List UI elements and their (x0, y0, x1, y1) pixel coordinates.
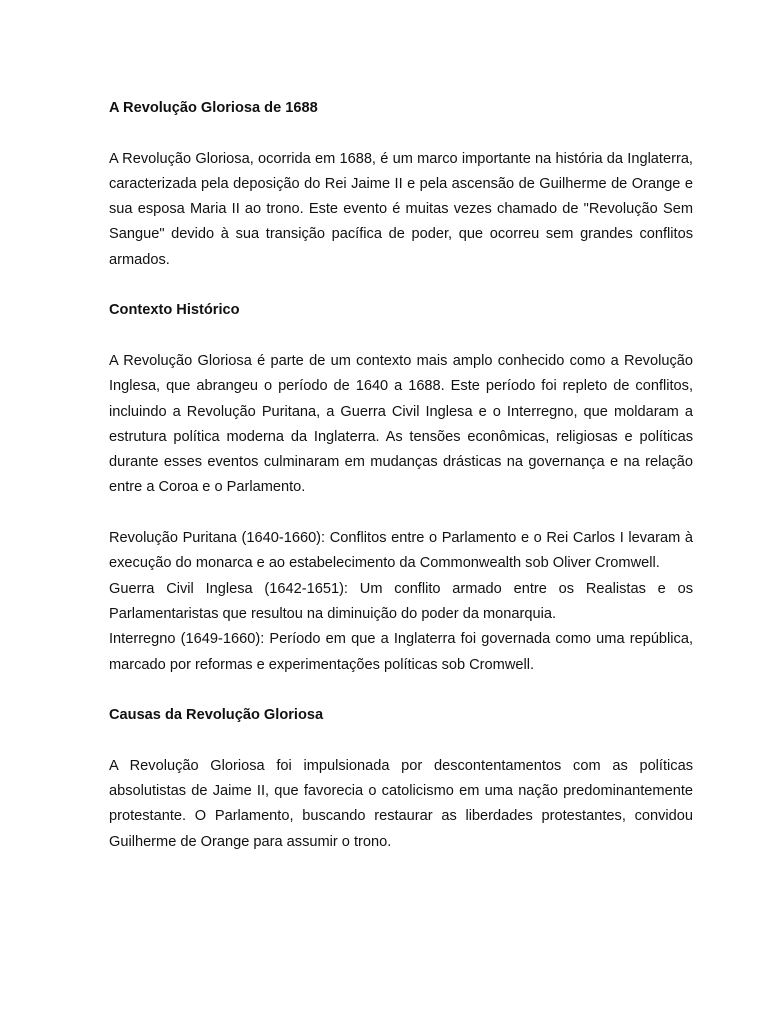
document-page (109, 96, 693, 880)
intro-paragraph: A Revolução Gloriosa, ocorrida em 1688, é um marco importante na história da Inglaterra, caracterizada pela deposição do Rei Jaime II e pela ascensão de Guilherme de Orange e sua esposa Maria II ao trono. Este evento é muitas vezes chamado de "Revolução Sem Sangue" devido à sua transição pacífica de poder, que ocorreu sem grandes conflitos armados. (109, 150, 693, 268)
events-list (109, 526, 693, 678)
list-item: Revolução Puritana (1640-1660): Conflitos entre o Parlamento e o Rei Carlos I levaram à execução do monarca e ao estabelecimento da Commonwealth sob Oliver Cromwell. (109, 530, 693, 572)
section-heading-causas: Causas da Revolução Gloriosa (109, 707, 324, 724)
section-heading-contexto: Contexto Histórico (109, 302, 240, 319)
list-item: Interregno (1649-1660): Período em que a Inglaterra foi governada como uma república, marcado por reformas e experimentações políticas sob Cromwell. (109, 631, 693, 673)
causas-paragraph: A Revolução Gloriosa foi impulsionada por descontentamentos com as políticas absolutistas de Jaime II, que favorecia o catolicismo em uma nação predominantemente protestante. O Parlamento, buscando restaurar as liberdades protestantes, convidou Guilherme de Orange para assumir o trono. (109, 757, 693, 850)
document-title: A Revolução Gloriosa de 1688 (109, 100, 318, 116)
list-item: Guerra Civil Inglesa (1642-1651): Um conflito armado entre os Realistas e os Parlamentaristas que resultou na diminuição do poder da monarquia. (109, 580, 693, 622)
contexto-paragraph: A Revolução Gloriosa é parte de um contexto mais amplo conhecido como a Revolução Inglesa, que abrangeu o período de 1640 a 1688. Este período foi repleto de conflitos, incluindo a Revolução Puritana, a Guerra Civil Inglesa e o Interregno, que moldaram a estrutura política moderna da Inglaterra. As tensões econômicas, religiosas e políticas durante esses eventos culminaram em mudanças drásticas na governança e na relação entre a Coroa e o Parlamento. (109, 352, 693, 496)
